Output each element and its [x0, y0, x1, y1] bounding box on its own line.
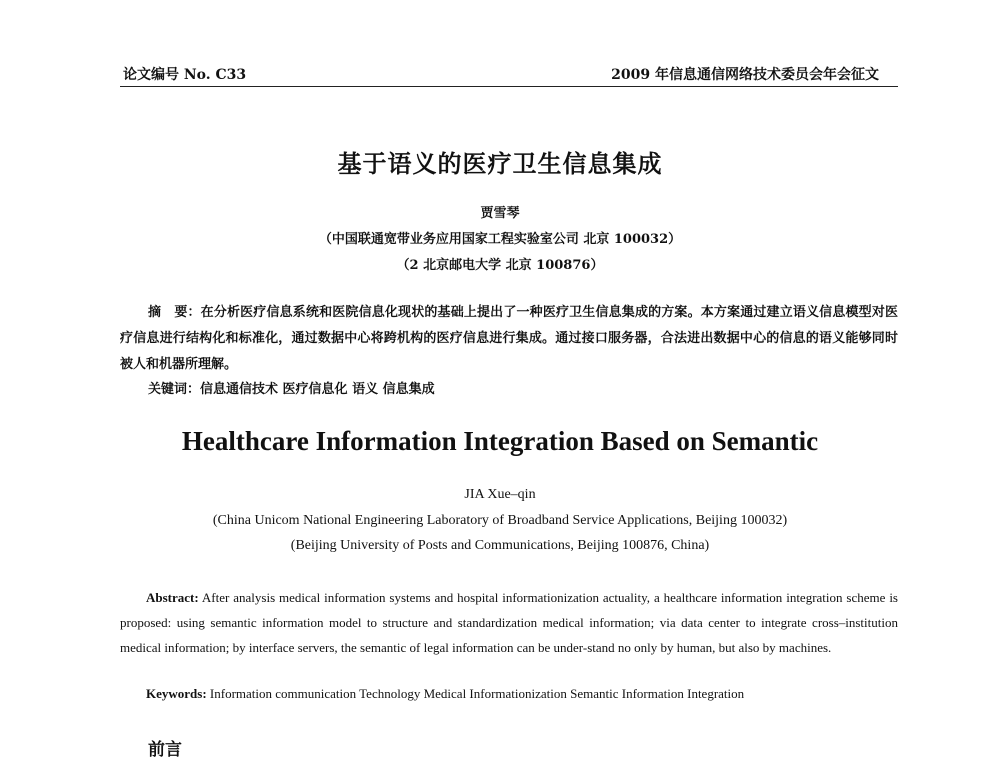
cn-keywords-text: 信息通信技术 医疗信息化 语义 信息集成 [200, 382, 435, 397]
cn-abstract-text: 在分析医疗信息系统和医院信息化现状的基础上提出了一种医疗卫生信息集成的方案。本方案通过建立语义信息模型对医疗信息进行结构化和标准化，通过数据中心将跨机构的医疗信息进行集成。通过接口服务器，合法进出数据中心的信息的语义能够同时被人和机器所理解。 [120, 305, 898, 372]
en-keywords-label: Keywords: [146, 686, 207, 701]
section-heading: 前言 [148, 740, 182, 760]
conference-name: 2009 年信息通信网络技术委员会年会征文 [611, 67, 879, 83]
en-keywords [146, 686, 744, 702]
cn-keywords-label: 关键词： [148, 382, 201, 397]
en-author: JIA Xue–qin [464, 487, 536, 502]
header-rule [120, 86, 898, 87]
paper-number: 论文编号 No. C33 [123, 67, 247, 83]
en-abstract-text: After analysis medical information systems and hospital informationization actuality, a healthcare information integration scheme is proposed: using semantic information model to structure and standardization medical information; via data center to integrate cross–institution medical information; by interface servers, the semantic of legal information can be under-stand no only by human, but also by machines. [120, 590, 898, 655]
cn-abstract [120, 300, 898, 378]
en-affiliation-2: (Beijing University of Posts and Communications, Beijing 100876, China) [290, 538, 710, 553]
en-abstract-label: Abstract: [146, 590, 199, 605]
cn-author: 贾雪琴 [480, 206, 520, 221]
en-abstract [120, 585, 898, 660]
cn-abstract-label: 摘 要： [148, 305, 201, 320]
cn-keywords [148, 378, 435, 397]
cn-affiliation-1: （中国联通宽带业务应用国家工程实验室公司 北京 100032） [318, 232, 682, 247]
en-affiliation-1: (China Unicom National Engineering Laboratory of Broadband Service Applications, Beijing 100032) [212, 513, 788, 528]
cn-title: 基于语义的医疗卫生信息集成 [337, 149, 663, 178]
en-title: Healthcare Information Integration Based on Semantic [181, 426, 819, 456]
en-keywords-text: Information communication Technology Medical Informationization Semantic Information Integration [209, 686, 745, 701]
cn-affiliation-2: （2 北京邮电大学 北京 100876） [396, 258, 604, 273]
